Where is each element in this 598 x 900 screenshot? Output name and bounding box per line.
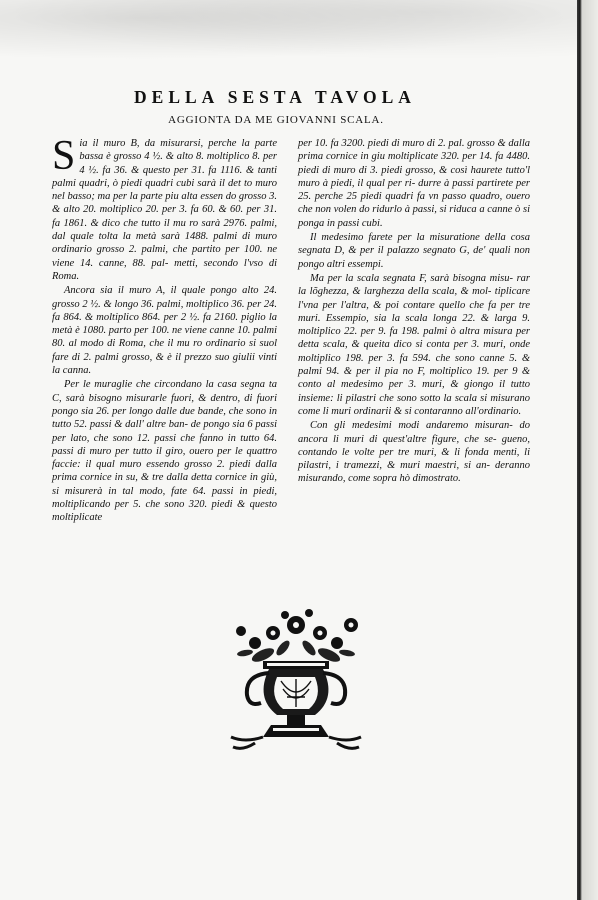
page-title: DELLA SESTA TAVOLA xyxy=(134,87,416,107)
left-text-column xyxy=(52,133,277,526)
page-stain xyxy=(0,0,577,60)
paragraph-2: Ancora sia il muro A, il quale pongo alto 24. grosso 2 ½. & longo 36. palmi, moltiplico 36. per 24. fa 864. & moltiplico 864. per 2 ½. fa 2160. piglio la metà è 1080. parto per 100. ne viene canne 10. palmi 80. al modo di Roma, che il mu ro ordinario si suol fare di 2. palmi grosso, & è il prezzo suo giulii vinti la canna. xyxy=(52,285,277,377)
paragraph-1-text: ia il muro B, da misurarsi, perche la parte bassa è grosso 4 ½. & alto 8. moltiplico 8. per 4 ½. fa 36. & questo per 31. fa 1116. & tanti palmi quadri, ò piedi quadri cubi sarà il det to muro nel basso; ma per la parte piu alta essen do grosso 3. & alto 20. moltiplico 20. per 3. fa 60. & 60. per 31. fa 1861. & dico che tutto il mu ro sarà 2976. palmi, dal quale tolta la metà sarà 1488. palmi di muro ordinario grosso 2. palmi, che partito per 100. ne viene 14. canne, 88. pal- metti, secondo l'vso di Roma. xyxy=(52,138,277,282)
flower-vase-ornament-icon xyxy=(225,603,367,753)
paragraph-3: Per le muraglie che circondano la casa segna ta C, sarà bisogno misurarle fuori, & dentro, di fuori pongo sia 26. per longo dalle due bande, che sono in tutto 52. passi & dall' altre ban- de pongo sia 6 passi per lato, che sono 12. passi che fanno in tutto 64. passi di muro per tutto il giro, ouero per le quattro faccie: il qual muro essendo grosso 2. piedi dalla prima cornice in su, & tre dalla detta cornice in giù, si misurerà in tal modo, fate 64. passi in piedi, moltiplicando per 5. che sono 320. piedi & questo moltiplicate xyxy=(52,379,277,524)
paragraph-5: Il medesimo farete per la misuratione della cosa segnata D, & per il palazzo segnato G, de' quali non pongo altri essempi. xyxy=(298,232,530,270)
paragraph-4: per 10. fa 3200. piedi di muro di 2. pal. grosso & dalla prima cornice in giu moltiplicate 320. per 14. fa 4480. piedi di muro di 3. piedi grosso, & così haurete tutto'l muro à piedi, il qual per ri- durre à passi partirete per 25. perche 25 piedi quadri fa vn passo quadro, ouero che non volen do ridurlo à passi, si riduca a canne ò si ponga in passi cubi. xyxy=(298,138,530,229)
paragraph-1 xyxy=(52,133,277,283)
page-subtitle: AGGIONTA DA ME GIOVANNI SCALA. xyxy=(168,114,384,126)
page-binding-edge xyxy=(577,0,598,900)
paragraph-6: Ma per la scala segnata F, sarà bisogna misu- rar la lõghezza, & larghezza della scala, & mol- tiplicare l'vna per l'altra, & poi contare quello che fa per tre muri. Essempio, sia la scala longa 22. & larga 9. moltiplico 22. per 9. fa 198. palmi ò altra misura per detta scala, & queita dico si conta per 3. muri, onde moltiplico 198. per 3. fa 594. che sono canne 5. & palmi 94. & per il pia no F, moltiplico 19. per 9 & conto al medesimo per 3. muri, & giongo il tutto insieme: li pilastri che sono sotto la scala si misurano come li muri ordinarii & si contaranno all'ordinario. xyxy=(298,272,530,417)
paragraph-7: Con gli medesimi modi andaremo misuran- do ancora li muri di quest'altre figure, che se- gueno, contando le volte per tre muri, & li fonda menti, li pilastri, i tramezzi, & muri maestri, si an- deranno misurando, come sopra hò dimostrato. xyxy=(298,420,530,485)
drop-cap: S xyxy=(52,133,76,179)
right-text-column xyxy=(298,137,530,487)
